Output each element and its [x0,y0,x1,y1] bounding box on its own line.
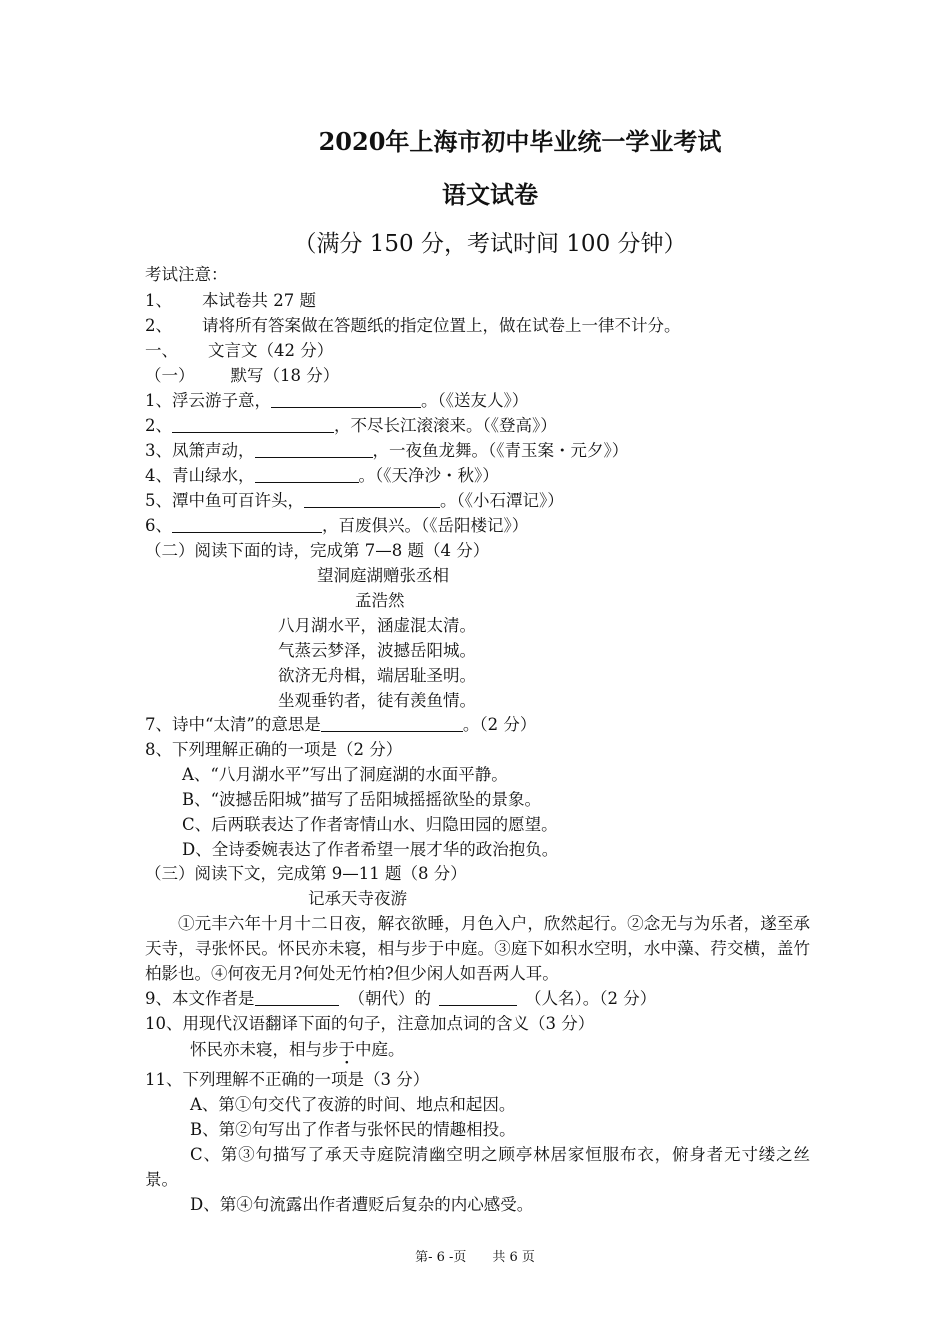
question-text: 。（《送友人》） [421,391,529,410]
answer-blank[interactable] [439,991,517,1006]
question-text: 6、 [145,516,172,535]
answer-blank[interactable] [255,991,339,1006]
section-num: 一、 [145,341,178,360]
question-10: 10、用现代汉语翻译下面的句子，注意加点词的含义（3 分） [145,1014,595,1033]
question-1 [145,388,528,413]
part-2-heading: （二）阅读下面的诗，完成第 7—8 题（4 分） [145,541,490,560]
poem-author: 孟浩然 [355,591,405,610]
emphasized-word: 于 [338,1040,355,1059]
question-5 [145,488,564,513]
question-4 [145,463,499,488]
poem-line: 欲济无舟楫，端居耻圣明。 [278,666,476,685]
question-text: ，百废俱兴。（《岳阳楼记》） [322,516,529,535]
option-c: C、后两联表达了作者寄情山水、归隐田园的愿望。 [182,815,558,834]
option-b: B、“波撼岳阳城”描写了岳阳城摇摇欲坠的景象。 [182,790,541,809]
text-title: 记承天寺夜游 [308,889,407,908]
question-3 [145,438,628,463]
question-7 [145,712,536,737]
question-text: 3、凤箫声动， [145,441,255,460]
question-6 [145,513,528,538]
sentence-text: 中庭。 [355,1040,405,1059]
question-text: 9、本文作者是 [145,989,255,1008]
answer-blank[interactable] [172,518,322,533]
question-text: 。（《天净沙・秋》） [358,466,499,485]
question-9 [145,986,656,1011]
question-text: （朝代）的 [348,989,431,1008]
notice-item-1 [145,288,316,313]
part-3-heading: （三）阅读下文，完成第 9—11 题（8 分） [145,864,467,883]
question-text: 5、潭中鱼可百许头， [145,491,304,510]
poem-line: 坐观垂钓者，徒有羡鱼情。 [278,691,476,710]
poem-line: 气蒸云梦泽，波撼岳阳城。 [278,641,476,660]
question-2 [145,413,557,438]
question-text: 7、诗中“太清”的意思是 [145,715,321,734]
part-num: （一） [145,366,195,385]
option-d: D、全诗委婉表达了作者希望一展才华的政治抱负。 [182,840,559,859]
sentence-text: 怀民亦未寝，相与步 [190,1040,339,1059]
exam-title: 2020年上海市初中毕业统一学业考试 [318,127,722,156]
question-text: 2、 [145,416,172,435]
option-c: C、第③句描写了承天寺庭院清幽空明之顾亭林居家恒服布衣，俯身者无寸缕之丝景。 [145,1145,810,1189]
part-title: 默写（18 分） [230,366,340,385]
answer-blank[interactable] [255,468,359,483]
question-11: 11、下列理解不正确的一项是（3 分） [145,1070,430,1089]
question-8: 8、下列理解正确的一项是（2 分） [145,740,403,759]
question-text: ，一夜鱼龙舞。（《青玉案・元夕》） [372,441,629,460]
notice-item-2 [145,313,681,338]
notice-item-num: 1、 [145,291,172,310]
question-text: 。（2 分） [462,715,537,734]
answer-blank[interactable] [172,418,334,433]
section-1-heading [145,338,333,363]
page-footer: 第- 6 -页 共 6 页 [415,1250,535,1265]
notice-item-text: 请将所有答案做在答题纸的指定位置上，做在试卷上一律不计分。 [202,316,681,335]
translation-sentence [190,1037,405,1062]
question-text: 。（《小石潭记》） [440,491,564,510]
question-text: 4、青山绿水， [145,466,255,485]
text-body: ①元丰六年十月十二日夜，解衣欲睡，月色入户，欣然起行。②念无与为乐者，遂至承天寺，寻张怀民。怀民亦未寝，相与步于中庭。③庭下如积水空明，水中藻、荇交横，盖竹柏影也。④何夜无月?何处无竹柏?但少闲人如吾两人耳。 [145,914,810,983]
answer-blank[interactable] [304,493,440,508]
notice-item-text: 本试卷共 27 题 [202,291,316,310]
poem-line: 八月湖水平，涵虚混太清。 [278,616,476,635]
section-title: 文言文（42 分） [208,341,334,360]
exam-subtitle: 语文试卷 [442,180,538,209]
option-a: A、第①句交代了夜游的时间、地点和起因。 [190,1095,516,1114]
part-1-heading [145,363,339,388]
option-d: D、第④句流露出作者遭贬后复杂的内心感受。 [190,1195,534,1214]
notice-item-num: 2、 [145,316,172,335]
question-text: 1、浮云游子意， [145,391,271,410]
question-text: ，不尽长江滚滚来。（《登高》） [334,416,557,435]
score-time: （满分 150 分，考试时间 100 分钟） [293,231,687,257]
poem-title: 望洞庭湖赠张丞相 [317,566,449,585]
answer-blank[interactable] [321,717,463,732]
option-a: A、“八月湖水平”写出了洞庭湖的水面平静。 [182,765,508,784]
answer-blank[interactable] [271,393,421,408]
notice-label: 考试注意： [145,265,228,284]
option-b: B、第②句写出了作者与张怀民的情趣相投。 [190,1120,516,1139]
question-text: （人名）。（2 分） [525,989,657,1008]
answer-blank[interactable] [255,443,373,458]
